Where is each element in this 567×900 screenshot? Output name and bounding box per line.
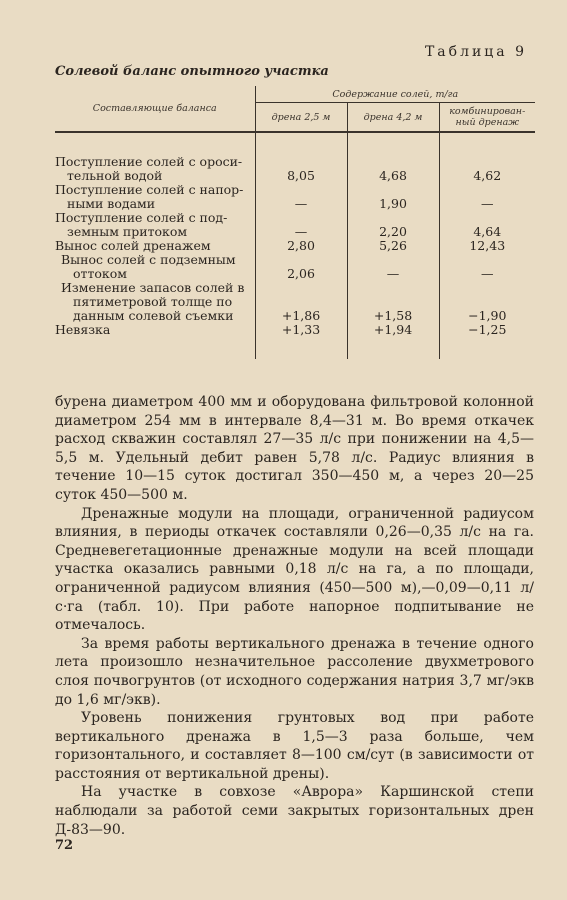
table-row (55, 239, 535, 253)
table-number: Таблица 9 (424, 44, 527, 60)
row-label: Вынос солей с подземным (61, 252, 236, 267)
table-cell: +1,86 (255, 281, 347, 323)
row-label: оттоком (73, 266, 127, 281)
paragraph: Дренажные модули на площади, ограниченной радиусом влияния, в периоды откачек составляли 0,26—0,35 л/с на га. Средневегетационные дренажные модули на всей площади участка оказались равными 0,18 л/с на га, а по площади, ограниченной радиусом влияния (450—500 м),—0,09—0,11 л/с·га (табл. 10). При работе напорное подпитывание не отмечалось. (55, 505, 534, 634)
row-label: Поступление солей с ороси- (55, 154, 243, 169)
table-cell: 2,06 (255, 253, 347, 281)
row-label: Невязка (55, 322, 111, 337)
row-label: Вынос солей дренажем (55, 238, 211, 253)
row-label: тельной водой (67, 168, 163, 183)
column-header: дрена 4,2 м (347, 103, 439, 133)
paragraph: За время работы вертикального дренажа в течение одного лета произошло незначительное рассоление двухметрового слоя почвогрунтов (от исходного содержания натрия 3,7 мг/экв до 1,6 мг/экв). (55, 635, 534, 708)
table-cell: — (255, 183, 347, 211)
table-cell: — (439, 253, 535, 281)
row-label: земным притоком (67, 224, 188, 239)
row-label: Поступление солей с напор- (55, 182, 244, 197)
page-number: 72 (55, 838, 74, 853)
table-cell: 4,68 (347, 155, 439, 183)
group-header: Содержание солей, т/га (255, 86, 535, 103)
table-cell: — (439, 183, 535, 211)
column-header: дрена 2,5 м (255, 103, 347, 133)
row-label-header: Составляющие баланса (55, 86, 255, 132)
table-cell: 1,90 (347, 183, 439, 211)
table-cell: 4,62 (439, 155, 535, 183)
body-text (55, 393, 534, 839)
table-row (55, 211, 535, 239)
row-label: Поступление солей с под- (55, 210, 228, 225)
table-cell: +1,94 (347, 323, 439, 337)
table-cell: 5,26 (347, 239, 439, 253)
table-cell: −1,90 (439, 281, 535, 323)
paragraph: бурена диаметром 400 мм и оборудована фильтровой колонной диаметром 254 мм в интервале 8,4—31 м. Во время откачек расход скважин составлял 27—35 л/с при понижении на 4,5—5,5 м. Удельный дебит равен 5,78 л/с. Радиус влияния в течение 10—15 суток достигал 350—450 м, а через 20—25 суток 450—500 м. (55, 394, 534, 503)
table-cell: 12,43 (439, 239, 535, 253)
table-cell: 8,05 (255, 155, 347, 183)
table-row (55, 253, 535, 281)
table-cell: 2,80 (255, 239, 347, 253)
row-label: ными водами (67, 196, 156, 211)
table-cell: — (255, 211, 347, 239)
table-row (55, 155, 535, 183)
row-label: пятиметровой толще по (73, 294, 233, 309)
table-cell: — (347, 253, 439, 281)
salt-balance-table (55, 86, 535, 359)
table-cell: +1,58 (347, 281, 439, 323)
table-cell: 4,64 (439, 211, 535, 239)
table-cell: −1,25 (439, 323, 535, 337)
row-label: данным солевой съемки (73, 308, 234, 323)
table-row (55, 281, 535, 323)
table-cell: +1,33 (255, 323, 347, 337)
paragraph: Уровень понижения грунтовых вод при работе вертикального дренажа в 1,5—3 раза больше, чем горизонтального, и составляет 8—100 см/сут (в зависимости от расстояния от вертикальной дрены). (55, 710, 534, 782)
table-caption: Солевой баланс опытного участка (55, 64, 329, 79)
row-label: Изменение запасов солей в (61, 280, 245, 295)
table-row (55, 183, 535, 211)
table-cell: 2,20 (347, 211, 439, 239)
paragraph: На участке в совхозе «Аврора» Каршинской степи наблюдали за работой семи закрытых горизонтальных дрен Д-83—90. (55, 784, 534, 838)
table-row (55, 323, 535, 337)
column-header: комбинирован-ный дренаж (439, 103, 535, 133)
